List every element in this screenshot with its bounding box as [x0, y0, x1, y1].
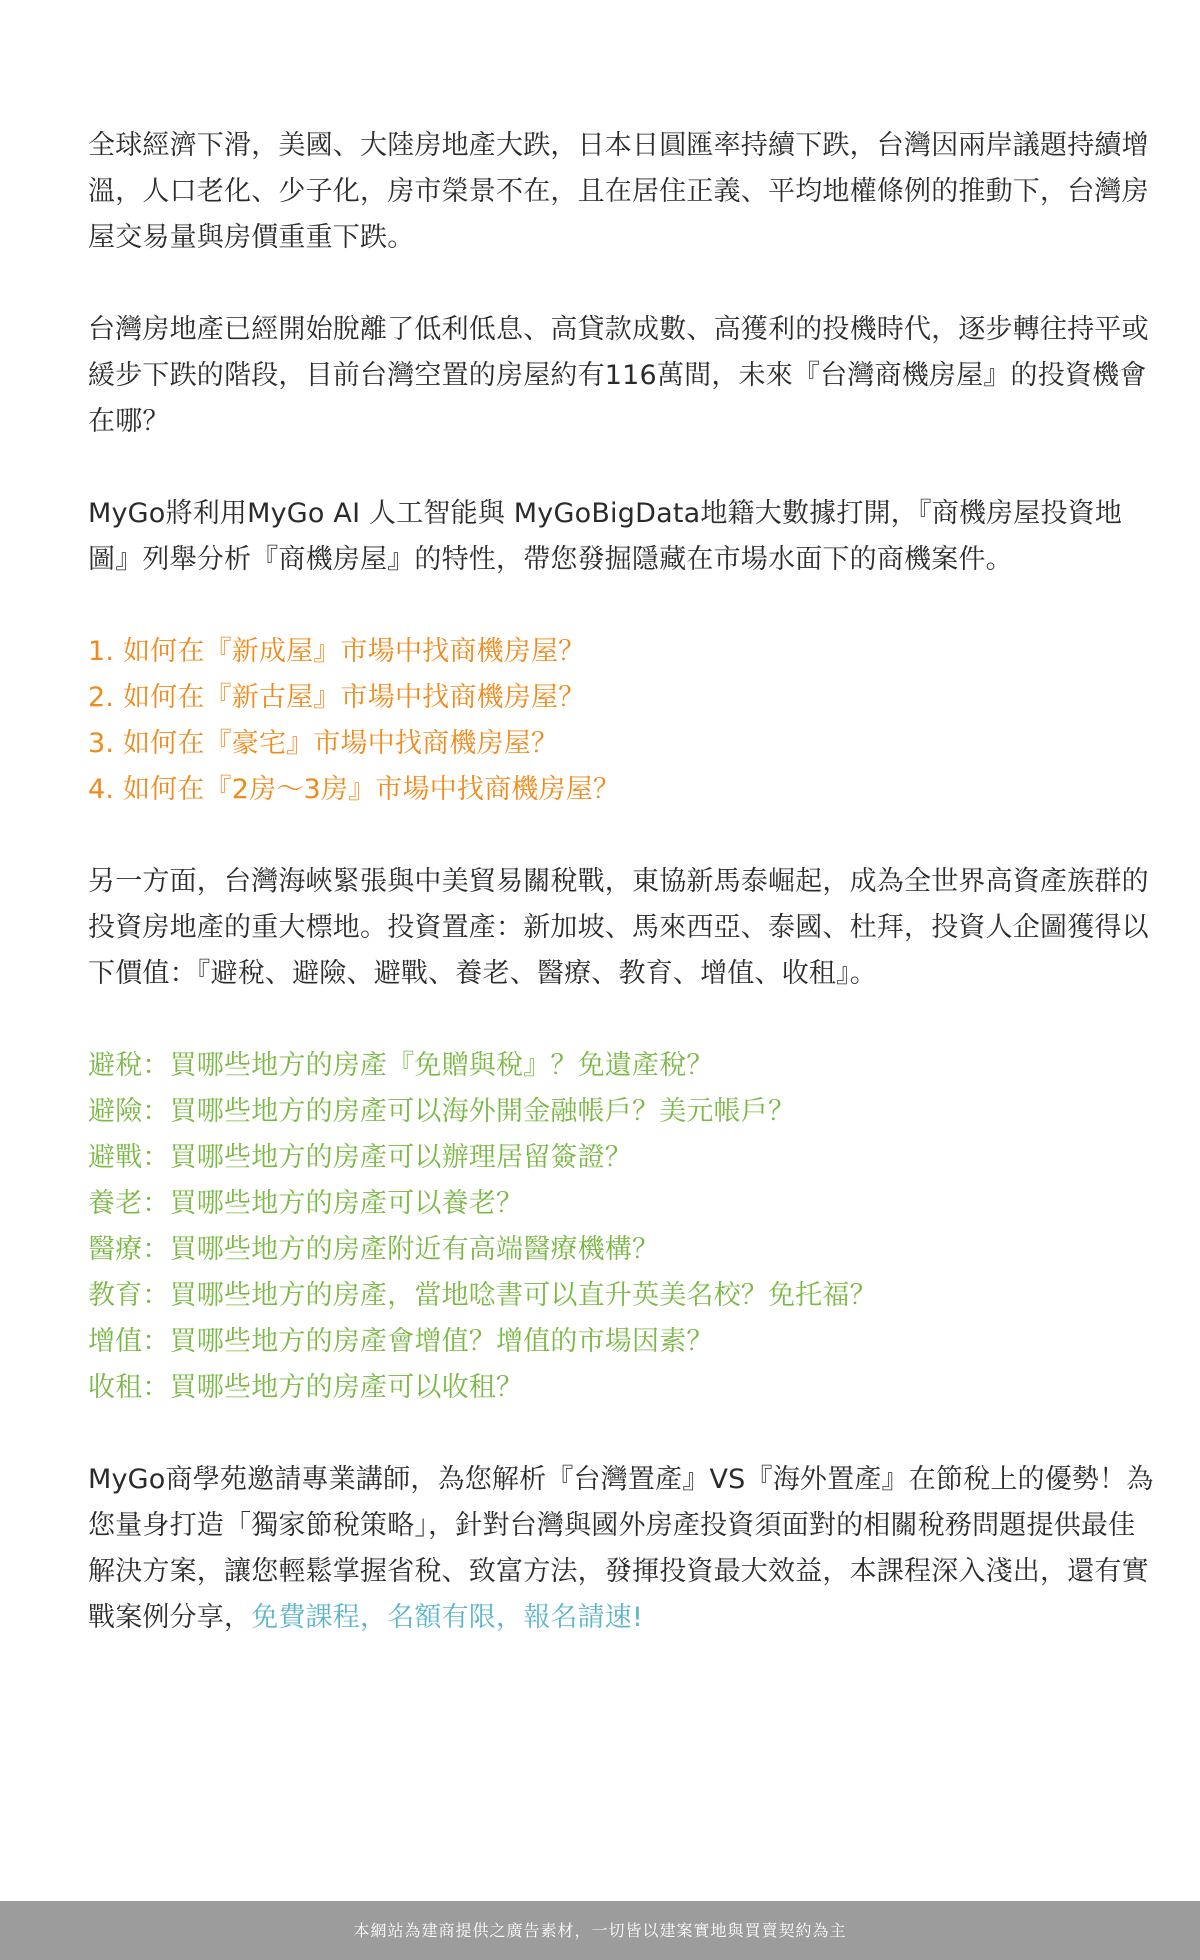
value-item: 教育：買哪些地方的房產，當地唸書可以直升英美名校？免托福？ [88, 1280, 877, 1311]
article-body [88, 123, 1158, 1687]
intro-paragraph: 全球經濟下滑，美國、大陸房地產大跌，日本日圓匯率持續下跌，台灣因兩岸議題持續增溫，人口老化、少子化，房市榮景不在，且在居住正義、平均地權條例的推動下，台灣房屋交易量與房價重重下跌。 [88, 130, 1149, 253]
value-item: 醫療：買哪些地方的房產附近有高端醫療機構？ [88, 1234, 660, 1265]
question-item: 2. 如何在『新古屋』市場中找商機房屋？ [88, 682, 586, 713]
question-item: 1. 如何在『新成屋』市場中找商機房屋？ [88, 636, 586, 667]
market-paragraph: 台灣房地產已經開始脫離了低利低息、高貸款成數、高獲利的投機時代，逐步轉往持平或緩步下跌的階段，目前台灣空置的房屋約有116萬間，未來『台灣商機房屋』的投資機會在哪？ [88, 314, 1149, 437]
course-paragraph [88, 1457, 1158, 1641]
free-course-highlight: 免費課程，名額有限，報名請速! [251, 1602, 644, 1633]
value-item: 收租：買哪些地方的房產可以收租？ [88, 1372, 524, 1403]
footer-disclaimer: 本網站為建商提供之廣告素材，一切皆以建案實地與買賣契約為主 [353, 1921, 847, 1940]
mygo-ai-paragraph: MyGo將利用MyGo AI 人工智能與 MyGoBigData地籍大數據打開，『商機房屋投資地圖』列舉分析『商機房屋』的特性，帶您發掘隱藏在市場水面下的商機案件。 [88, 498, 1123, 575]
footer-disclaimer-bar [0, 1901, 1200, 1960]
value-item: 避險：買哪些地方的房產可以海外開金融帳戶？美元帳戶？ [88, 1096, 796, 1127]
overseas-paragraph: 另一方面，台灣海峽緊張與中美貿易關稅戰，東協新馬泰崛起，成為全世界高資產族群的投資房地產的重大標地。投資置產：新加坡、馬來西亞、泰國、杜拜，投資人企圖獲得以下價值：『避稅、避險、避戰、養老、醫療、教育、增值、收租』。 [88, 866, 1149, 989]
course-text: MyGo商學苑邀請專業講師，為您解析『台灣置產』VS『海外置產』在節稅上的優勢！為您量身打造「獨家節稅策略」，針對台灣與國外房產投資須面對的相關稅務問題提供最佳解決方案，讓您輕鬆掌握省稅、致富方法，發揮投資最大效益，本課程深入淺出，還有實戰案例分享， [88, 1464, 1154, 1633]
value-item: 增值：買哪些地方的房產會增值？增值的市場因素？ [88, 1326, 714, 1357]
question-list [88, 629, 1158, 813]
value-item: 避戰：買哪些地方的房產可以辦理居留簽證？ [88, 1142, 632, 1173]
value-list [88, 1043, 1158, 1411]
question-item: 4. 如何在『2房～3房』市場中找商機房屋？ [88, 774, 621, 805]
value-item: 養老：買哪些地方的房產可以養老？ [88, 1188, 524, 1219]
value-item: 避稅：買哪些地方的房產『免贈與稅』？免遺產稅？ [88, 1050, 714, 1081]
question-item: 3. 如何在『豪宅』市場中找商機房屋？ [88, 728, 559, 759]
